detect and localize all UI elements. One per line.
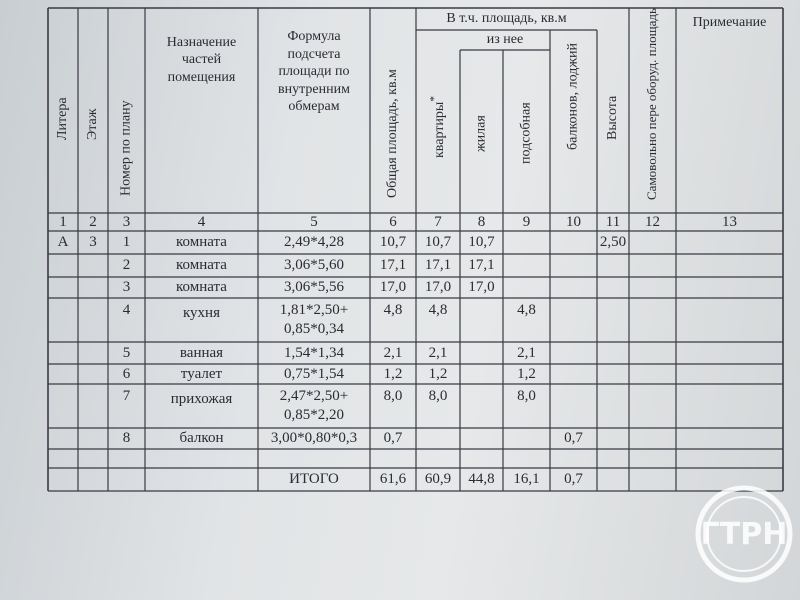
row-litera <box>48 428 78 449</box>
row-litera <box>48 277 78 298</box>
row-balkony <box>550 231 597 254</box>
row-litera <box>48 364 78 384</box>
column-number: 9 <box>522 213 531 230</box>
row-podsobnaya <box>503 277 550 298</box>
row-zhilaya <box>460 342 503 364</box>
row-nomer: 8 <box>122 430 131 446</box>
header-formula: Формула подсчета площади по внутренним обмерам <box>278 29 350 115</box>
row-vysota: 2,50 <box>599 234 627 250</box>
column-number: 11 <box>605 213 621 230</box>
row-zhilaya: 17,1 <box>468 257 495 273</box>
row-zhilaya <box>460 428 503 449</box>
row-obshaya: 1,2 <box>383 365 403 382</box>
header-v-tch: В т.ч. площадь, кв.м <box>446 11 567 26</box>
row-nomer: 6 <box>122 365 131 382</box>
column-number: 1 <box>59 213 67 230</box>
row-vysota <box>597 254 629 277</box>
row-obshaya: 2,1 <box>383 344 403 361</box>
row-vysota <box>597 428 629 449</box>
row-litera <box>48 300 78 320</box>
header-podsobnaya-text: подсобная <box>518 102 534 164</box>
column-number: 3 <box>122 213 131 230</box>
row-kvartiry: 4,8 <box>428 301 448 318</box>
row-formula: 2,47*2,50+ 0,85*2,20 <box>279 388 349 423</box>
row-formula: 1,81*2,50+ 0,85*0,34 <box>279 302 349 337</box>
row-balkony <box>550 386 597 406</box>
row-etazh <box>78 277 108 298</box>
row-etazh <box>78 364 108 384</box>
row-zhilaya <box>460 386 503 406</box>
row-zhilaya <box>460 364 503 384</box>
row-obshaya: 0,7 <box>383 430 403 446</box>
header-kvartiry <box>428 96 449 158</box>
row-kvartiry: 17,1 <box>424 257 452 273</box>
column-number: 10 <box>566 213 581 230</box>
header-litera <box>55 97 71 140</box>
row-podsobnaya: 4,8 <box>517 301 536 318</box>
column-number: 4 <box>197 213 206 230</box>
column-number: 13 <box>722 213 737 230</box>
column-number: 7 <box>434 213 442 230</box>
row-formula: 2,49*4,28 <box>284 234 344 250</box>
row-balkony <box>550 300 597 320</box>
row-kvartiry: 10,7 <box>424 234 452 250</box>
row-obshaya: 17,1 <box>379 257 407 273</box>
row-formula: 0,75*1,54 <box>284 365 344 382</box>
row-etazh <box>78 386 108 406</box>
row-balkony <box>550 277 597 298</box>
row-litera: А <box>57 234 69 250</box>
row-kvartiry <box>416 428 460 449</box>
row-podsobnaya: 1,2 <box>517 365 536 382</box>
total-zhilaya: 44,8 <box>468 471 495 487</box>
column-number: 5 <box>310 213 318 230</box>
header-iz-nee: из нее <box>486 32 524 47</box>
notary-seal-icon <box>692 482 796 586</box>
header-etazh <box>85 109 101 140</box>
total-obshaya: 61,6 <box>379 471 407 487</box>
row-podsobnaya <box>503 254 550 277</box>
header-vysota <box>605 96 621 140</box>
row-balkony: 0,7 <box>564 430 583 446</box>
total-kvartiry: 60,9 <box>424 471 452 487</box>
seal-letters: ГТРН <box>700 517 788 552</box>
header-podsobnaya <box>519 102 535 164</box>
row-nomer: 2 <box>122 257 131 273</box>
row-formula: 3,00*0,80*0,3 <box>270 430 358 446</box>
row-balkony <box>550 254 597 277</box>
row-vysota <box>597 342 629 364</box>
row-podsobnaya: 2,1 <box>517 344 536 361</box>
column-number: 8 <box>477 213 486 230</box>
row-kvartiry: 2,1 <box>428 344 448 361</box>
header-etazh-text: Этаж <box>85 108 100 140</box>
row-nomer: 3 <box>122 279 131 295</box>
row-litera <box>48 254 78 277</box>
row-etazh <box>78 428 108 449</box>
header-kvartiry-mark: * <box>427 95 441 102</box>
header-kvartiry-text: квартиры <box>432 101 448 158</box>
header-nomer-text: Номер по плану <box>118 100 134 196</box>
total-podsobnaya: 16,1 <box>513 471 540 487</box>
header-naznachenie: Назначение частей помещения <box>166 34 237 85</box>
row-vysota <box>597 277 629 298</box>
header-samovolno <box>645 8 660 200</box>
row-formula: 1,54*1,34 <box>284 344 344 361</box>
header-vysota-text: Высота <box>605 95 620 140</box>
row-etazh <box>78 254 108 277</box>
header-obshaya-text: Общая площадь, кв.м <box>385 69 400 198</box>
row-naznachenie: комната <box>176 234 227 250</box>
row-obshaya: 10,7 <box>379 234 407 250</box>
row-naznachenie: прихожая <box>170 390 233 407</box>
row-etazh: 3 <box>89 234 97 250</box>
row-litera <box>48 386 78 406</box>
row-naznachenie: ванная <box>179 344 224 361</box>
row-podsobnaya <box>503 428 550 449</box>
header-zhilaya <box>474 115 490 152</box>
row-kvartiry: 1,2 <box>428 365 448 382</box>
header-primechanie: Примечание <box>692 15 767 30</box>
column-number: 2 <box>89 213 97 230</box>
row-nomer: 1 <box>122 234 131 250</box>
row-nomer: 7 <box>122 387 131 404</box>
row-obshaya: 8,0 <box>383 387 403 404</box>
row-naznachenie: балкон <box>179 430 224 446</box>
header-zhilaya-text: жилая <box>473 115 489 152</box>
row-etazh <box>78 342 108 364</box>
total-label: ИТОГО <box>289 471 339 487</box>
row-nomer: 5 <box>122 344 131 361</box>
row-obshaya: 17,0 <box>379 279 407 295</box>
row-formula: 3,06*5,56 <box>284 279 344 295</box>
header-litera-text: Литера <box>55 97 70 140</box>
header-obshaya <box>385 69 401 198</box>
row-obshaya: 4,8 <box>383 301 403 318</box>
row-vysota <box>597 386 629 406</box>
row-formula: 3,06*5,60 <box>284 257 344 273</box>
row-zhilaya: 17,0 <box>468 279 495 295</box>
row-nomer: 4 <box>122 301 131 318</box>
row-etazh <box>78 300 108 320</box>
row-podsobnaya <box>503 231 550 254</box>
row-balkony <box>550 364 597 384</box>
row-vysota <box>597 364 629 384</box>
row-naznachenie: комната <box>176 279 227 295</box>
header-balkonov <box>566 43 582 150</box>
header-samovolno-text: Самовольно пере оборуд. площадь <box>644 8 659 200</box>
row-kvartiry: 17,0 <box>424 279 452 295</box>
header-nomer <box>119 100 135 196</box>
header-balkonov-text: балконов, лоджий <box>565 42 581 150</box>
row-zhilaya <box>460 300 503 320</box>
row-naznachenie: туалет <box>180 365 223 382</box>
row-balkony <box>550 342 597 364</box>
row-podsobnaya: 8,0 <box>517 387 536 404</box>
total-balkony: 0,7 <box>564 471 583 487</box>
row-naznachenie: кухня <box>182 304 220 321</box>
column-number: 6 <box>389 213 397 230</box>
row-kvartiry: 8,0 <box>428 387 448 404</box>
row-vysota <box>597 300 629 320</box>
row-litera <box>48 342 78 364</box>
row-naznachenie: комната <box>176 257 227 273</box>
column-number: 12 <box>645 213 660 230</box>
row-zhilaya: 10,7 <box>468 234 495 250</box>
